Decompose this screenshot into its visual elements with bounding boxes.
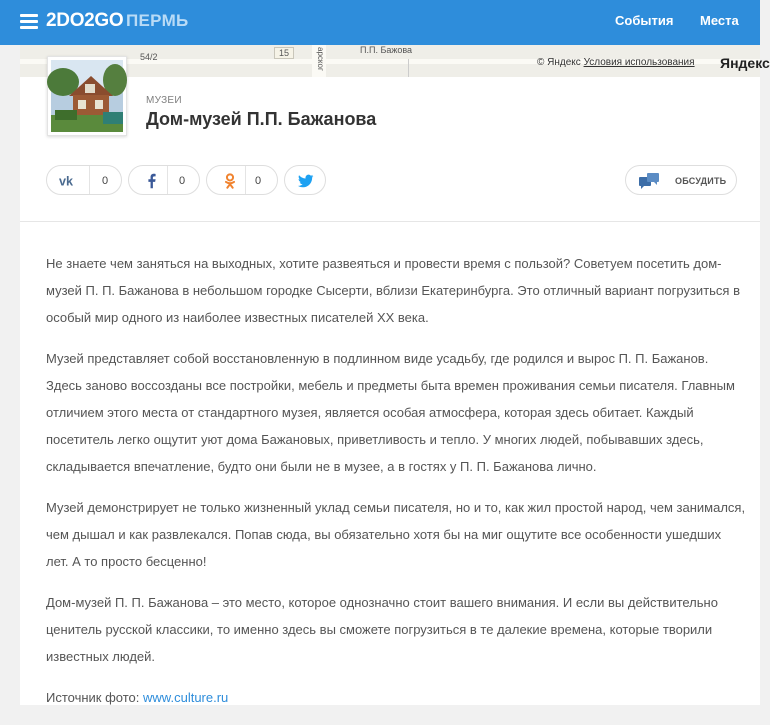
share-count: 0	[102, 175, 109, 187]
share-odnoklassniki-button[interactable]	[206, 165, 278, 195]
house-photo-image	[51, 60, 123, 132]
share-count: 0	[255, 175, 262, 187]
place-photo[interactable]	[47, 56, 127, 136]
share-separator	[89, 166, 90, 194]
discuss-button[interactable]	[625, 165, 737, 195]
article-paragraph: Музей представляет собой восстановленную в подлинном виде усадьбу, где родился и вырос П. П. Бажанов. Здесь заново воссозданы все постройки, мебель и предметы быта времен проживания семьи писателя. Главным отличием этого места от стандартного музея, является особая атмосфера, которая здесь обитает. Каждый посетитель легко ощутит уют дома Бажановых, приветливость и тепло. У многих людей, побывавших здесь, складывается впечатление, будто они были не в музее, а в гостях у П. П. Бажанова лично.	[46, 351, 735, 474]
share-separator	[245, 166, 246, 194]
photo-source-link[interactable]: www.culture.ru	[143, 690, 229, 705]
facebook-icon	[143, 172, 161, 190]
map-copyright	[537, 57, 695, 68]
section-divider	[20, 221, 760, 222]
site-logo[interactable]: 2DO2GO	[46, 10, 124, 31]
nav-places[interactable]: Места	[700, 13, 739, 28]
map-street-label-vertical: арског	[316, 47, 325, 71]
discuss-label: ОБСУДИТЬ	[675, 176, 727, 186]
city-selector[interactable]: ПЕРМЬ	[126, 11, 189, 30]
article-paragraph: Не знаете чем заняться на выходных, хотите развеяться и провести время с пользой? Советуем посетить дом-музей П. П. Бажанова в небольшом городке Сысерти, вблизи Екатеринбурга. Это отличный вариант погрузиться в особый мир одного из наиболее известных писателей XX века.	[46, 256, 740, 325]
yandex-logo: Яндекс	[720, 55, 770, 71]
photo-source	[46, 684, 746, 711]
map-road	[408, 59, 409, 77]
nav-events[interactable]: События	[615, 13, 674, 28]
menu-icon[interactable]	[20, 14, 38, 28]
share-vk-button[interactable]	[46, 165, 122, 195]
photo-source-label: Источник фото:	[46, 690, 140, 705]
svg-text:vk: vk	[59, 174, 74, 189]
article-body	[46, 250, 746, 725]
map-copyright-text: © Яндекс	[537, 57, 581, 68]
comments-icon	[639, 173, 659, 189]
place-category[interactable]: МУЗЕИ	[146, 95, 182, 106]
map-house-number: 15	[274, 47, 294, 59]
page-title: Дом-музей П.П. Бажанова	[146, 109, 377, 129]
article-paragraph: Музей демонстрирует не только жизненный уклад семьи писателя, но и то, как жил простой народ, чем занимался, чем дышал и как развлекался. Попав сюда, вы обязательно хотя бы на миг ощутите все особенности ушедших лет. А то просто бесценно!	[46, 500, 746, 569]
article-paragraph: Дом-музей П. П. Бажанова – это место, которое однозначно стоит вашего внимания. И если вы действительно ценитель русской классики, то именно здесь вы сможете погрузиться в те далекие времена, которые творили известных людей.	[46, 595, 718, 664]
map-terms-link[interactable]: Условия использования	[583, 57, 695, 68]
twitter-icon	[297, 172, 315, 190]
share-twitter-button[interactable]	[284, 165, 326, 195]
map-label: 54/2	[140, 52, 158, 62]
odnoklassniki-icon	[221, 172, 239, 190]
share-separator	[167, 166, 168, 194]
share-facebook-button[interactable]	[128, 165, 200, 195]
top-navbar	[0, 0, 760, 45]
share-count: 0	[179, 175, 186, 187]
vk-icon	[59, 172, 77, 190]
map-street-label: П.П. Бажова	[360, 45, 413, 55]
